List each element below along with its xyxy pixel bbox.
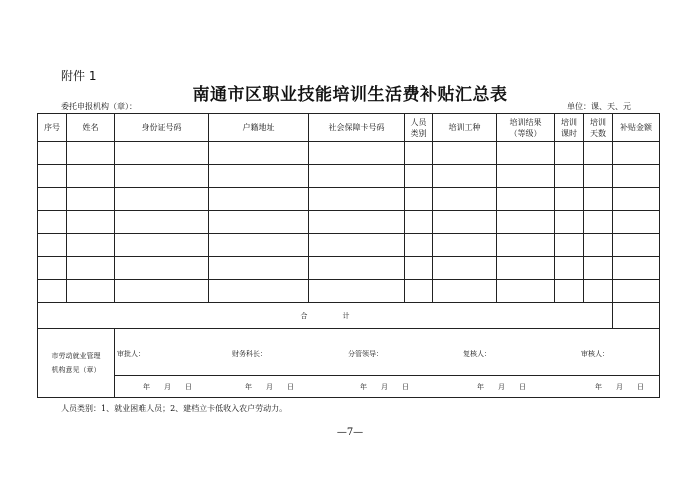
table-cell[interactable] <box>584 280 613 303</box>
table-cell[interactable] <box>405 280 433 303</box>
total-label: 合 计 <box>300 311 350 320</box>
table-cell[interactable] <box>209 234 309 257</box>
table-cell[interactable] <box>67 234 115 257</box>
column-header: 人员 类别 <box>405 114 433 142</box>
total-amount-cell <box>613 303 660 329</box>
table-cell[interactable] <box>309 257 405 280</box>
column-header: 社会保障卡号码 <box>309 114 405 142</box>
table-cell[interactable] <box>209 188 309 211</box>
signature-area <box>115 329 659 375</box>
table-cell[interactable] <box>405 188 433 211</box>
table-cell[interactable] <box>38 142 67 165</box>
table-cell[interactable] <box>613 165 660 188</box>
table-cell[interactable] <box>405 211 433 234</box>
table-cell[interactable] <box>497 142 555 165</box>
table-cell[interactable] <box>613 257 660 280</box>
table-cell[interactable] <box>584 211 613 234</box>
table-cell[interactable] <box>115 142 209 165</box>
table-cell[interactable] <box>38 234 67 257</box>
signatory-label: 财务科长： <box>232 350 267 358</box>
signatory-label: 分管领导： <box>348 350 383 358</box>
table-cell[interactable] <box>613 234 660 257</box>
table-cell[interactable] <box>38 188 67 211</box>
attachment-label: 附件 1 <box>61 69 97 83</box>
table-cell[interactable] <box>67 257 115 280</box>
table-cell[interactable] <box>38 165 67 188</box>
table-cell[interactable] <box>497 165 555 188</box>
table-cell[interactable] <box>309 211 405 234</box>
table-cell[interactable] <box>555 234 584 257</box>
table-cell[interactable] <box>555 280 584 303</box>
table-cell[interactable] <box>584 257 613 280</box>
date-area <box>115 376 659 397</box>
table-cell[interactable] <box>433 234 497 257</box>
table-cell[interactable] <box>433 188 497 211</box>
table-cell[interactable] <box>115 188 209 211</box>
table-cell[interactable] <box>555 257 584 280</box>
table-cell[interactable] <box>309 142 405 165</box>
table-cell[interactable] <box>613 280 660 303</box>
table-cell[interactable] <box>405 165 433 188</box>
table-cell[interactable] <box>584 234 613 257</box>
table-cell[interactable] <box>555 142 584 165</box>
table-cell[interactable] <box>405 257 433 280</box>
column-header: 培训 课时 <box>555 114 584 142</box>
table-cell[interactable] <box>405 142 433 165</box>
table-cell[interactable] <box>67 165 115 188</box>
table-cell[interactable] <box>613 211 660 234</box>
table-cell[interactable] <box>209 165 309 188</box>
table-cell[interactable] <box>67 280 115 303</box>
column-header: 培训结果 （等级） <box>497 114 555 142</box>
table-row <box>38 142 660 165</box>
table-cell[interactable] <box>38 257 67 280</box>
table-cell[interactable] <box>38 211 67 234</box>
table-cell[interactable] <box>584 188 613 211</box>
table-cell[interactable] <box>497 257 555 280</box>
table-cell[interactable] <box>613 142 660 165</box>
table-cell[interactable] <box>497 280 555 303</box>
date-label: 年 月 日 <box>360 383 409 391</box>
table-cell[interactable] <box>309 280 405 303</box>
table-cell[interactable] <box>433 257 497 280</box>
table-cell[interactable] <box>497 188 555 211</box>
table-cell[interactable] <box>309 234 405 257</box>
table-cell[interactable] <box>433 142 497 165</box>
column-header: 户籍地址 <box>209 114 309 142</box>
table-cell[interactable] <box>433 280 497 303</box>
column-header: 补贴金额 <box>613 114 660 142</box>
unit-label: 单位：课、天、元 <box>567 102 631 111</box>
table-cell[interactable] <box>309 165 405 188</box>
date-label: 年 月 日 <box>245 383 294 391</box>
table-cell[interactable] <box>38 280 67 303</box>
column-header: 姓名 <box>67 114 115 142</box>
column-header: 培训 天数 <box>584 114 613 142</box>
table-cell[interactable] <box>209 211 309 234</box>
date-cell <box>115 376 660 398</box>
table-cell[interactable] <box>115 165 209 188</box>
table-row <box>38 280 660 303</box>
date-label: 年 月 日 <box>143 383 192 391</box>
signatory-label: 审批人： <box>117 350 145 358</box>
table-cell[interactable] <box>67 211 115 234</box>
table-cell[interactable] <box>555 188 584 211</box>
date-label: 年 月 日 <box>477 383 526 391</box>
subsidy-summary-table <box>37 113 660 398</box>
table-cell[interactable] <box>209 257 309 280</box>
table-cell[interactable] <box>405 234 433 257</box>
table-cell[interactable] <box>433 165 497 188</box>
signature-row <box>38 329 660 376</box>
page-number: —7— <box>336 427 364 438</box>
header-row <box>38 114 660 142</box>
table-cell[interactable] <box>115 280 209 303</box>
table-cell[interactable] <box>497 211 555 234</box>
signature-cell <box>115 329 660 376</box>
personnel-category-note: 人员类别：1、就业困难人员；2、建档立卡低收入农户劳动力。 <box>61 404 288 413</box>
table-cell[interactable] <box>115 211 209 234</box>
signatory-label: 复核人： <box>463 350 491 358</box>
table-cell[interactable] <box>497 234 555 257</box>
column-header: 序号 <box>38 114 67 142</box>
table-row <box>38 188 660 211</box>
opinion-label-cell <box>38 329 115 398</box>
table-row <box>38 165 660 188</box>
column-header: 培训工种 <box>433 114 497 142</box>
table-row <box>38 234 660 257</box>
data-rows <box>38 142 660 303</box>
table-cell[interactable] <box>115 257 209 280</box>
table-cell[interactable] <box>309 188 405 211</box>
table-cell[interactable] <box>209 142 309 165</box>
table-cell[interactable] <box>584 142 613 165</box>
table-row <box>38 257 660 280</box>
signatory-label: 审核人： <box>581 350 609 358</box>
table-cell[interactable] <box>209 280 309 303</box>
table-cell[interactable] <box>584 165 613 188</box>
table-cell[interactable] <box>67 188 115 211</box>
page-title: 南通市区职业技能培训生活费补贴汇总表 <box>192 85 508 105</box>
date-row <box>38 376 660 398</box>
table-cell[interactable] <box>433 211 497 234</box>
total-row <box>38 303 660 329</box>
table-cell[interactable] <box>115 234 209 257</box>
table-cell[interactable] <box>613 188 660 211</box>
table-cell[interactable] <box>555 211 584 234</box>
date-label: 年 月 日 <box>595 383 644 391</box>
table-cell[interactable] <box>67 142 115 165</box>
table-cell[interactable] <box>555 165 584 188</box>
total-label-cell <box>38 303 613 329</box>
opinion-label: 市劳动就业管理 机构意见（章） <box>51 352 101 374</box>
column-header: 身份证号码 <box>115 114 209 142</box>
entrust-agency-label: 委托申报机构（章）： <box>61 102 137 111</box>
table-row <box>38 211 660 234</box>
